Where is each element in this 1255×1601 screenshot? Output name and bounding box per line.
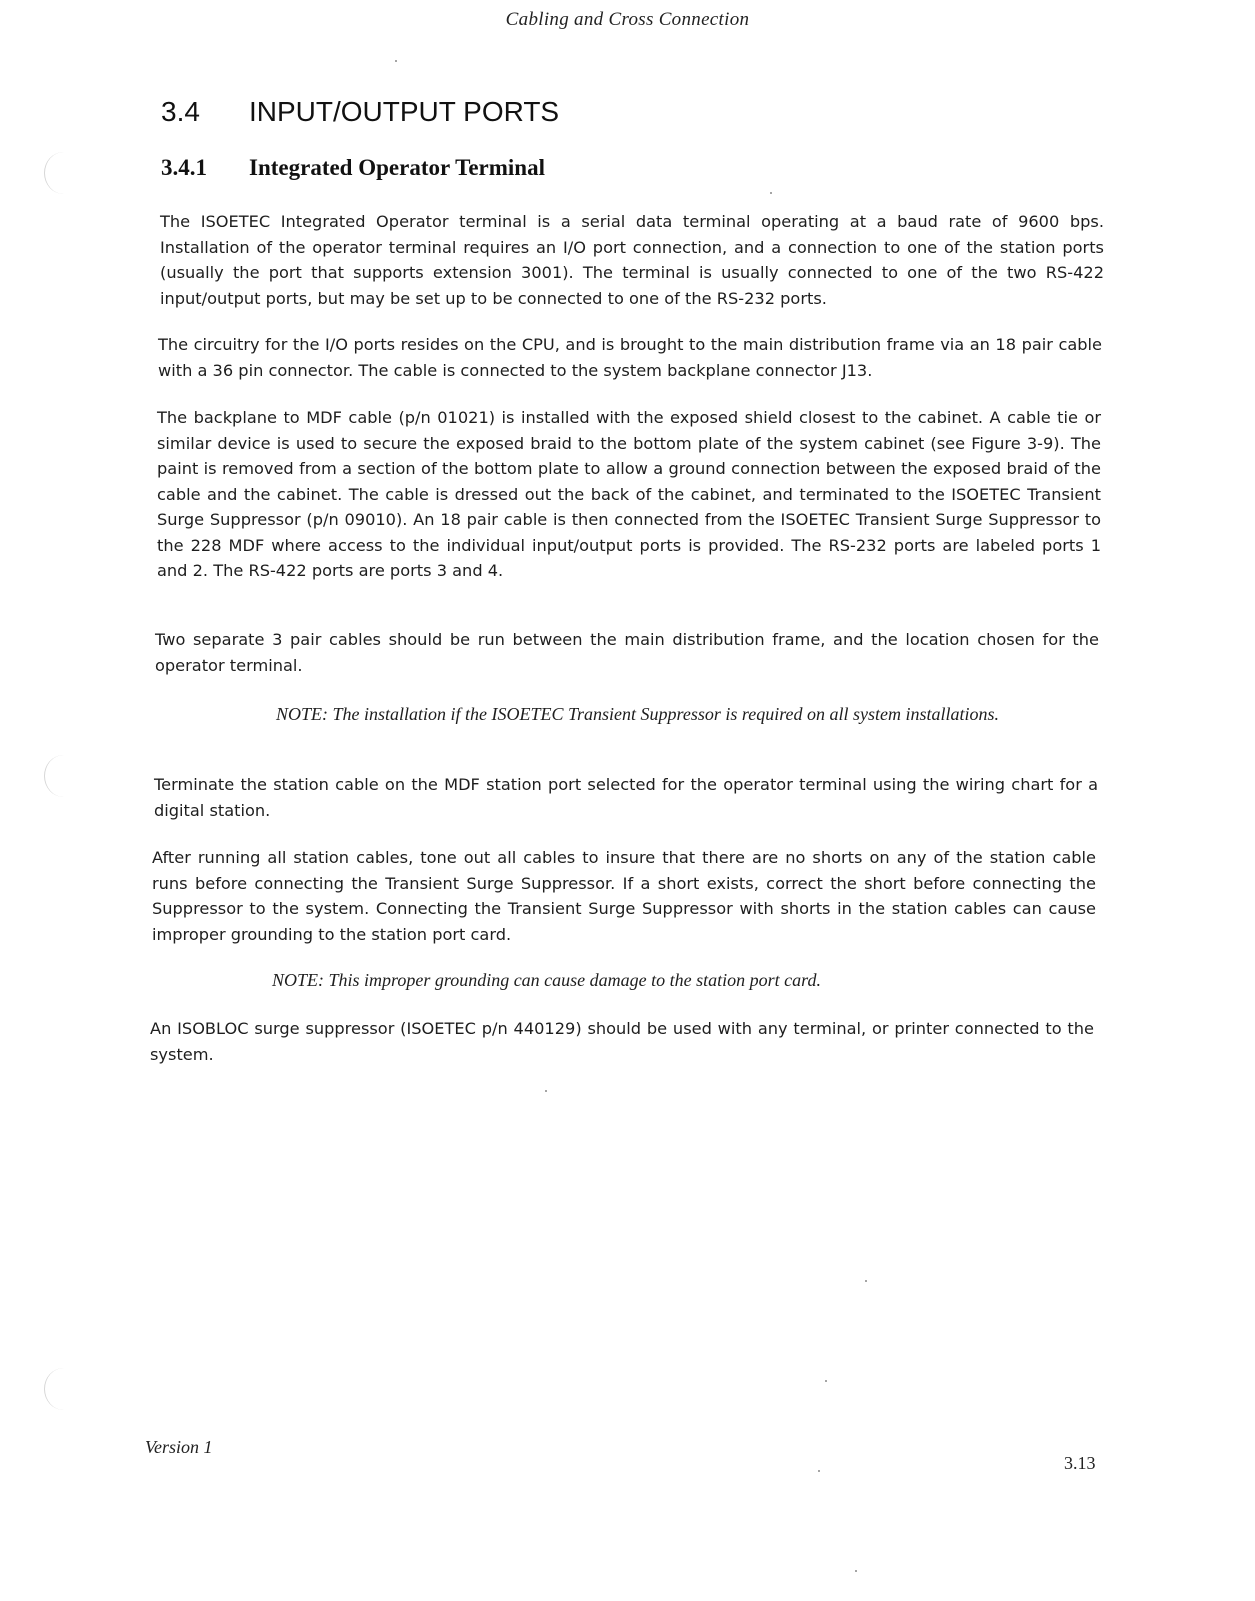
paragraph-isobloc: An ISOBLOC surge suppressor (ISOETEC p/n 440129) should be used with any terminal, or printer connected to the system. bbox=[150, 1019, 1094, 1064]
paragraph-tone-out: After running all station cables, tone out all cables to insure that there are no shorts on any of the station cable runs before connecting the Transient Surge Suppressor. If a short exists, correct the short before connecting the Suppressor to the system. Connecting the Transient Surge Suppressor with shorts in the station cables can cause improper grounding to the station port card. bbox=[152, 848, 1096, 944]
scan-speck bbox=[395, 60, 397, 62]
paragraph-pair-cables: Two separate 3 pair cables should be run between the main distribution frame, and the location chosen for the operator terminal. bbox=[155, 630, 1099, 675]
section-title: INPUT/OUTPUT PORTS bbox=[249, 96, 560, 127]
paragraph-terminate-cable: Terminate the station cable on the MDF station port selected for the operator terminal using the wiring chart for a digital station. bbox=[154, 775, 1098, 820]
scan-speck bbox=[825, 1380, 827, 1382]
scan-speck bbox=[855, 1570, 857, 1572]
punch-hole-mark bbox=[44, 1368, 83, 1410]
punch-hole-mark bbox=[44, 152, 83, 194]
punch-hole-mark bbox=[44, 755, 83, 797]
subsection-title: Integrated Operator Terminal bbox=[249, 155, 545, 180]
footer-version: Version 1 bbox=[145, 1437, 213, 1457]
note-improper-grounding: NOTE: This improper grounding can cause damage to the station port card. bbox=[272, 970, 821, 990]
scan-speck bbox=[818, 1470, 820, 1472]
subsection-heading bbox=[161, 155, 545, 181]
scan-speck bbox=[865, 1280, 867, 1282]
paragraph-backplane-cable: The backplane to MDF cable (p/n 01021) is installed with the exposed shield closest to the cabinet. A cable tie or similar device is used to secure the exposed braid to the bottom plate of the system cabinet (see Figure 3-9). The paint is removed from a section of the bottom plate to allow a ground connection between the exposed braid of the cable and the cabinet. The cable is dressed out the back of the cabinet, and terminated to the ISOETEC Transient Surge Suppressor (p/n 09010). An 18 pair cable is then connected from the ISOETEC Transient Surge Suppressor to the 228 MDF where access to the individual input/output ports is provided. The RS-232 ports are labeled ports 1 and 2. The RS-422 ports are ports 3 and 4. bbox=[157, 408, 1101, 580]
section-number: 3.4 bbox=[161, 96, 200, 127]
paragraph-terminal-intro: The ISOETEC Integrated Operator terminal is a serial data terminal operating at a baud rate of 9600 bps. Installation of the operator terminal requires an I/O port connection, and a connection to one of the station ports (usually the port that supports extension 3001). The terminal is usually connected to one of the two RS-422 input/output ports, but may be set up to be connected to one of the RS-232 ports. bbox=[160, 212, 1104, 308]
paragraph-io-circuitry: The circuitry for the I/O ports resides on the CPU, and is brought to the main distribution frame via an 18 pair cable with a 36 pin connector. The cable is connected to the system backplane connector J13. bbox=[158, 335, 1102, 380]
running-head: Cabling and Cross Connection bbox=[505, 9, 750, 30]
scan-speck bbox=[545, 1090, 547, 1092]
scan-speck bbox=[770, 192, 772, 194]
footer-page-number: 3.13 bbox=[1064, 1453, 1096, 1473]
section-heading bbox=[161, 96, 559, 128]
subsection-number: 3.4.1 bbox=[161, 155, 207, 180]
note-suppressor-required: NOTE: The installation if the ISOETEC Transient Suppressor is required on all system installations. bbox=[276, 704, 1000, 724]
